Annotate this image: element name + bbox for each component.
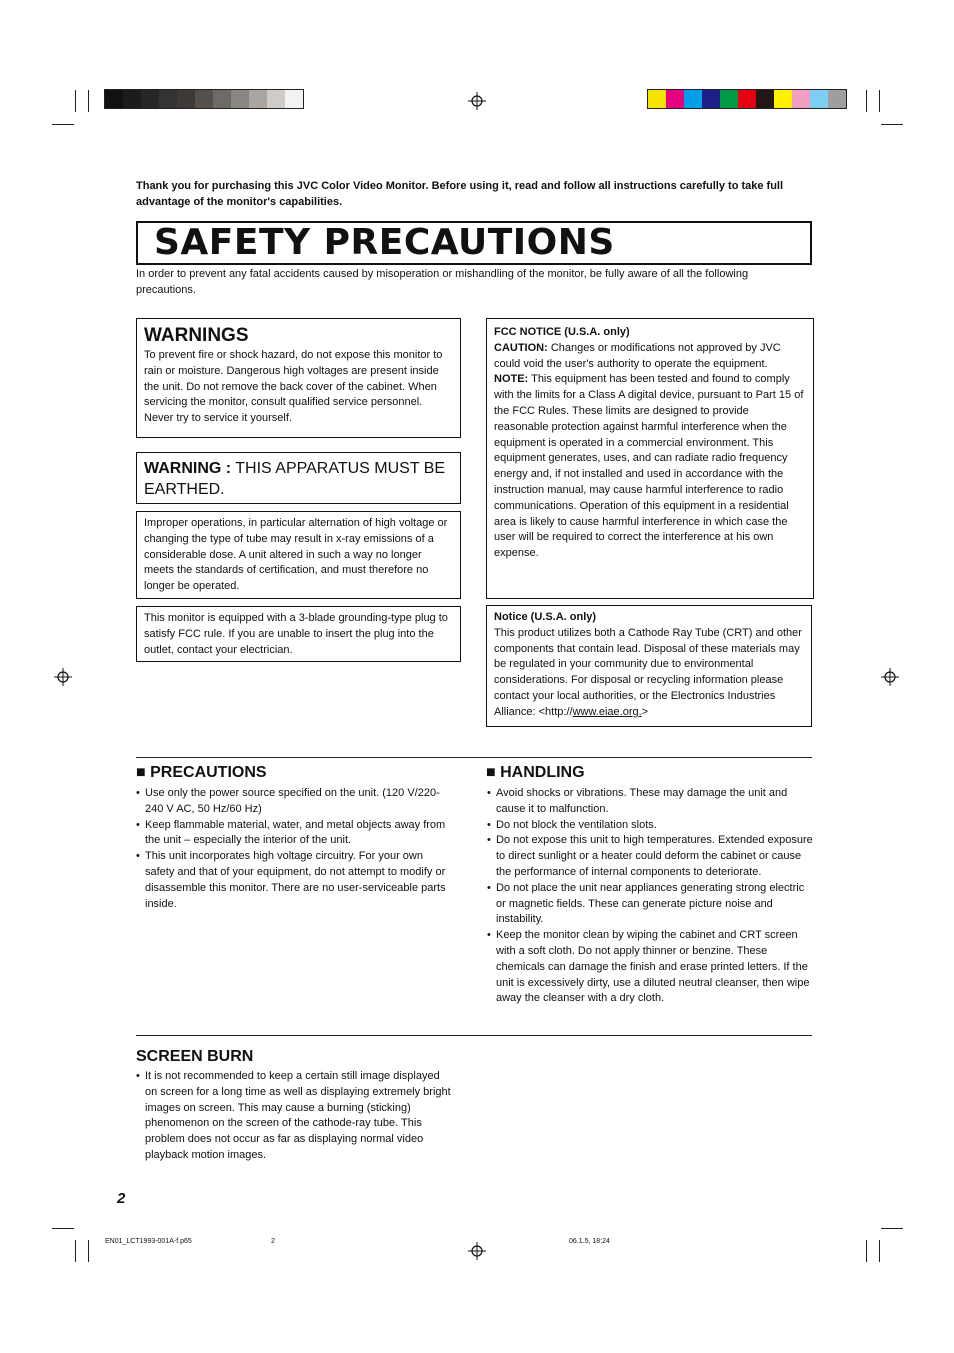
page-number: 2 bbox=[117, 1190, 126, 1207]
color-swatch bbox=[249, 90, 267, 108]
color-swatch bbox=[684, 90, 702, 108]
color-swatch bbox=[267, 90, 285, 108]
earthed-text: THIS APPARATUS MUST BE EARTHED. bbox=[144, 460, 446, 498]
color-swatch bbox=[213, 90, 231, 108]
handling-list bbox=[487, 786, 814, 1007]
handling-item: • Do not place the unit near appliances generating strong electric or magnetic fields. These can generate picture noise and instability. bbox=[487, 881, 814, 928]
intro-text: Thank you for purchasing this JVC Color Video Monitor. Before using it, read and follow all instructions carefully to take full advantage of the monitor's capabilities. bbox=[136, 180, 784, 208]
precautions-item: • Keep flammable material, water, and metal objects away from the unit – especially the interior of the unit. bbox=[136, 818, 451, 850]
color-swatch bbox=[756, 90, 774, 108]
color-swatch bbox=[105, 90, 123, 108]
fcc-heading: FCC NOTICE (U.S.A. only) bbox=[494, 326, 630, 338]
color-calibration-bar bbox=[647, 89, 847, 109]
registration-mark-icon bbox=[54, 668, 72, 686]
footer-date: 06.1.5, 18:24 bbox=[569, 1238, 610, 1245]
section-divider bbox=[136, 1035, 812, 1036]
fcc-caution-label: CAUTION: bbox=[494, 341, 548, 354]
warnings-text: To prevent fire or shock hazard, do not expose this monitor to rain or moisture. Dangerous high voltages are present inside the unit. Do not remove the back cover of the cabinet. When servicing the monitor, consult qualified service personnel. Never try to service it yourself. bbox=[144, 349, 443, 425]
footer-file: EN01_LCT1993-001A-f.p65 bbox=[105, 1238, 192, 1245]
screen-burn-heading: SCREEN BURN bbox=[136, 1048, 254, 1065]
color-swatch bbox=[774, 90, 792, 108]
grounding-box bbox=[136, 606, 461, 662]
fcc-note-text: This equipment has been tested and found to comply with the limits for a Class A digital device, pursuant to Part 15 of the FCC Rules. These limits are designed to provide reasonable protection against harmful interference when the equipment is operated in a commercial environment. This equipment generates, uses, and can radiate radio frequency energy and, if not installed and used in accordance with the instruction manual, may cause harmful interference to radio communications. Operation of this equipment in a residential area is likely to cause harmful interference in which case the user will be required to correct the interference at his own expense. bbox=[494, 373, 804, 560]
handling-item: • Keep the monitor clean by wiping the cabinet and CRT screen with a soft cloth. Do not apply thinner or benzine. These chemicals can damage the finish and erase printed letters. If the unit is excessively dirty, use a diluted neutral cleanser, then wipe away the cleanser with a dry cloth. bbox=[487, 928, 814, 1007]
page-title: SAFETY PRECAUTIONS bbox=[154, 222, 615, 263]
screen-burn-list bbox=[136, 1069, 451, 1164]
notice-body: This product utilizes both a Cathode Ray Tube (CRT) and other components that contain lead. Disposal of these materials may be regulated in your community due to environmental considerations. For disposal or recycling information please contact your local authorities, or the Electronics Industries Alliance: <http:// bbox=[494, 626, 802, 718]
notice-heading: Notice (U.S.A. only) bbox=[494, 611, 597, 623]
lead-text: In order to prevent any fatal accidents caused by misoperation or mishandling of the monitor, be fully aware of all the following precautions. bbox=[136, 268, 749, 296]
color-swatch bbox=[141, 90, 159, 108]
color-swatch bbox=[702, 90, 720, 108]
fcc-caution bbox=[494, 341, 806, 373]
gray-calibration-bar bbox=[104, 89, 304, 109]
lead-notice-box bbox=[486, 605, 812, 727]
color-swatch bbox=[285, 90, 303, 108]
precautions-item: • Use only the power source specified on the unit. (120 V/220-240 V AC, 50 Hz/60 Hz) bbox=[136, 786, 451, 818]
title-box bbox=[136, 221, 812, 265]
eiae-link[interactable]: www.eiae.org. bbox=[572, 705, 642, 718]
color-swatch bbox=[792, 90, 810, 108]
handling-item: • Do not block the ventilation slots. bbox=[487, 818, 814, 834]
notice-text bbox=[494, 626, 804, 721]
precautions-heading: ■ PRECAUTIONS bbox=[136, 764, 267, 781]
fcc-note bbox=[494, 372, 806, 562]
color-swatch bbox=[738, 90, 756, 108]
warnings-box bbox=[136, 318, 461, 438]
improper-box bbox=[136, 511, 461, 599]
handling-item: • Do not expose this unit to high temperatures. Extended exposure to direct sunlight or a heater could deform the cabinet or cause the performance of internal components to deteriorate. bbox=[487, 833, 814, 880]
fcc-note-label: NOTE: bbox=[494, 373, 529, 386]
precautions-list bbox=[136, 786, 451, 912]
earthed-box bbox=[136, 452, 461, 504]
notice-tail: > bbox=[641, 705, 649, 718]
warnings-heading: WARNINGS bbox=[144, 325, 249, 346]
color-swatch bbox=[159, 90, 177, 108]
color-swatch bbox=[828, 90, 846, 108]
color-swatch bbox=[231, 90, 249, 108]
registration-mark-icon bbox=[881, 668, 899, 686]
earthed-warning bbox=[144, 458, 453, 500]
earthed-label: WARNING : bbox=[144, 460, 232, 477]
fcc-notice-box bbox=[486, 318, 814, 599]
grounding-text: This monitor is equipped with a 3-blade grounding-type plug to satisfy FCC rule. If you are unable to insert the plug into the outlet, contact your electrician. bbox=[144, 612, 448, 656]
color-swatch bbox=[720, 90, 738, 108]
improper-text: Improper operations, in particular alternation of high voltage or changing the type of tube may result in x-ray emissions of a considerable dose. A unit altered in such a way no longer meets the standards of certification, and must therefore no longer be operated. bbox=[144, 517, 448, 593]
color-swatch bbox=[810, 90, 828, 108]
footer-page: 2 bbox=[271, 1238, 275, 1245]
color-swatch bbox=[195, 90, 213, 108]
handling-heading: ■ HANDLING bbox=[486, 764, 585, 781]
color-swatch bbox=[123, 90, 141, 108]
color-swatch bbox=[666, 90, 684, 108]
color-swatch bbox=[177, 90, 195, 108]
precautions-item: • This unit incorporates high voltage circuitry. For your own safety and that of your equipment, do not attempt to modify or disassemble this monitor. There are no user-serviceable parts inside. bbox=[136, 849, 451, 912]
fcc-caution-text: Changes or modifications not approved by JVC could void the user's authority to operate the equipment. bbox=[494, 341, 781, 370]
section-divider bbox=[136, 757, 812, 758]
handling-item: • Avoid shocks or vibrations. These may damage the unit and cause it to malfunction. bbox=[487, 786, 814, 818]
screen-burn-item: • It is not recommended to keep a certain still image displayed on screen for a long time as well as displaying extremely bright images on screen. This may cause a burning (sticking) phenomenon on the screen of the cathode-ray tube. This problem does not occur as far as displaying normal video playback motion images. bbox=[136, 1069, 451, 1164]
registration-mark-icon bbox=[468, 92, 486, 110]
registration-mark-icon bbox=[468, 1242, 486, 1260]
color-swatch bbox=[648, 90, 666, 108]
